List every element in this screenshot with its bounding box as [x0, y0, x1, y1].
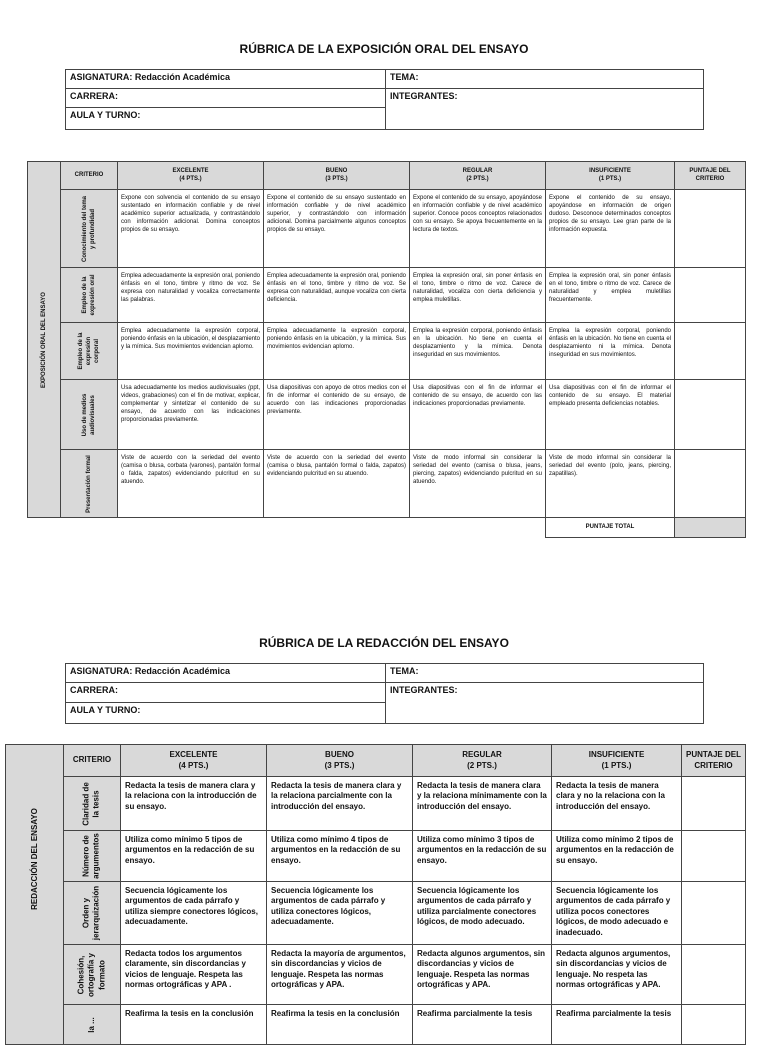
- cell-excelente: Expone con solvencia el contenido de su ensayo sustentado en información confiable y de nivel académico superior actualizada, y contrastándolo con información adicional. Domina conceptos propios de su ensayo.: [118, 190, 264, 268]
- score-cell[interactable]: [675, 268, 746, 323]
- table-row: [6, 945, 746, 1005]
- cell-bueno: Reafirma la tesis en la conclusión: [267, 1005, 413, 1045]
- score-cell[interactable]: [682, 945, 746, 1005]
- rubric2-info-table: [65, 663, 704, 724]
- cell-excelente: Utiliza como mínimo 5 tipos de argumentos en la redacción de su ensayo.: [121, 831, 267, 882]
- cell-insuficiente: Reafirma parcialmente la tesis: [552, 1005, 682, 1045]
- score-cell[interactable]: [682, 882, 746, 945]
- header-criterio: CRITERIO: [64, 745, 121, 777]
- cell-regular: Emplea la expresión oral, sin poner énfasis en el tono, timbre o ritmo de voz. Carece de naturalidad, vocaliza con cierta deficiencia y emplea muletillas.: [410, 268, 546, 323]
- table-row: [6, 777, 746, 831]
- cell-regular: Reafirma parcialmente la tesis: [413, 1005, 552, 1045]
- score-cell[interactable]: [675, 323, 746, 380]
- cell-regular: Expone el contenido de su ensayo, apoyándose en información confiable y de nivel académico superior. Conoce pocos conceptos relacionados con su ensayo. Se apoya frecuentemente en la lectura de textos.: [410, 190, 546, 268]
- cell-insuficiente: Emplea la expresión oral, sin poner énfasis en el tono, timbre o ritmo de voz. Carece de naturalidad y emplea muletillas frecuentemente.: [546, 268, 675, 323]
- cell-insuficiente: Redacta algunos argumentos, sin discordancias y vicios de lenguaje. No respeta las normas ortográficas y APA.: [552, 945, 682, 1005]
- header-excelente: EXCELENTE (4 PTS.): [118, 162, 264, 190]
- criterion-label: Número de argumentos: [64, 831, 121, 882]
- cell-excelente: Redacta todos los argumentos claramente, sin discordancias y vicios de lenguaje. Respeta las normas ortográficas y APA .: [121, 945, 267, 1005]
- cell-bueno: Utiliza como mínimo 4 tipos de argumentos en la redacción de su ensayo.: [267, 831, 413, 882]
- integrantes-field: INTEGRANTES:: [386, 683, 704, 724]
- rubric1-title: RÚBRICA DE LA EXPOSICIÓN ORAL DEL ENSAYO: [239, 42, 529, 56]
- score-cell[interactable]: [675, 450, 746, 518]
- cell-insuficiente: Emplea la expresión corporal, poniendo énfasis en la ubicación. No tiene en cuenta el desplazamiento ni la mímica. Denota inseguridad en sus movimientos.: [546, 323, 675, 380]
- cell-insuficiente: Viste de modo informal sin considerar la seriedad del evento (polo, jeans, piercing, zapatillas).: [546, 450, 675, 518]
- criterion-label: Claridad de la tesis: [64, 777, 121, 831]
- criterion-label: Cohesión, ortografía y formato: [64, 945, 121, 1005]
- cell-insuficiente: Secuencia lógicamente los argumentos de cada párrafo y utiliza pocos conectores lógicos, de modo adecuado e inadecuado.: [552, 882, 682, 945]
- cell-regular: Utiliza como mínimo 3 tipos de argumentos en la redacción de su ensayo.: [413, 831, 552, 882]
- cell-bueno: Expone el contenido de su ensayo sustentado en información confiable y de nivel académico superior, y contrastándolo con información adicional. Domina parcialmente algunos conceptos propios de su ensayo.: [264, 190, 410, 268]
- asignatura-field: ASIGNATURA: Redacción Académica: [66, 70, 386, 89]
- cell-insuficiente: Utiliza como mínimo 2 tipos de argumentos en la redacción de su ensayo.: [552, 831, 682, 882]
- aula-turno-field: AULA Y TURNO:: [66, 703, 386, 724]
- cell-excelente: Viste de acuerdo con la seriedad del evento (camisa o blusa, corbata (varones), pantalón formal o falda, zapatos) evidenciando pulcritud en su atuendo.: [118, 450, 264, 518]
- rubric2-table: [5, 744, 746, 1045]
- cell-insuficiente: Usa diapositivas con el fin de informar el contenido de su ensayo. El material empleado presenta deficiencias notables.: [546, 380, 675, 450]
- puntaje-total-value[interactable]: [675, 518, 746, 538]
- cell-regular: Usa diapositivas con el fin de informar el contenido de su ensayo, de acuerdo con las indicaciones proporcionadas previamente.: [410, 380, 546, 450]
- header-bueno: BUENO (3 PTS.): [267, 745, 413, 777]
- table-row: [28, 380, 746, 450]
- header-bueno: BUENO (3 PTS.): [264, 162, 410, 190]
- criterion-label: Uso de medios audiovisuales: [61, 380, 118, 450]
- cell-insuficiente: Redacta la tesis de manera clara y no la relaciona con la introducción del ensayo.: [552, 777, 682, 831]
- criterion-label: la ...: [64, 1005, 121, 1045]
- criterion-label: Conocimiento del tema y profundidad: [61, 190, 118, 268]
- side-label: EXPOSICIÓN ORAL DEL ENSAYO: [28, 162, 61, 518]
- tema-field: TEMA:: [386, 664, 704, 683]
- cell-excelente: Redacta la tesis de manera clara y la relaciona con la introducción de su ensayo.: [121, 777, 267, 831]
- cell-regular: Viste de modo informal sin considerar la seriedad del evento (camisa o blusa, jeans, piercing, zapatos) evidenciando pulcritud en su atuendo.: [410, 450, 546, 518]
- side-label: REDACCIÓN DEL ENSAYO: [6, 745, 64, 1045]
- criterion-label: Presentación formal: [61, 450, 118, 518]
- cell-regular: Redacta algunos argumentos, sin discordancias y vicios de lenguaje. Respeta las normas ortográficas y APA.: [413, 945, 552, 1005]
- cell-bueno: Usa diapositivas con apoyo de otros medios con el fin de informar el contenido de su ensayo, de acuerdo con las indicaciones proporcionadas previamente.: [264, 380, 410, 450]
- cell-excelente: Emplea adecuadamente la expresión oral, poniendo énfasis en el tono, timbre y ritmo de voz. Se expresa con naturalidad y vocaliza correctamente las palabras.: [118, 268, 264, 323]
- cell-regular: Secuencia lógicamente los argumentos de cada párrafo y utiliza parcialmente conectores lógicos, de modo adecuado.: [413, 882, 552, 945]
- aula-turno-field: AULA Y TURNO:: [66, 108, 386, 130]
- cell-regular: Emplea la expresión corporal, poniendo énfasis en la ubicación. No tiene en cuenta el desplazamiento y la mímica. Denota inseguridad en sus movimientos.: [410, 323, 546, 380]
- table-row: [6, 882, 746, 945]
- header-puntaje: PUNTAJE DEL CRITERIO: [682, 745, 746, 777]
- rubric1-info-table: [65, 69, 704, 130]
- table-row: [28, 268, 746, 323]
- cell-bueno: Emplea adecuadamente la expresión corporal, poniendo énfasis en la ubicación, y la mímica. Sus movimientos evidencian aplomo.: [264, 323, 410, 380]
- header-regular: REGULAR (2 PTS.): [413, 745, 552, 777]
- cell-bueno: Viste de acuerdo con la seriedad del evento (camisa o blusa, pantalón formal o falda, zapatos) evidenciando pulcritud en su atuendo.: [264, 450, 410, 518]
- cell-excelente: Secuencia lógicamente los argumentos de cada párrafo y utiliza siempre conectores lógicos, adecuadamente.: [121, 882, 267, 945]
- rubric2-title: RÚBRICA DE LA REDACCIÓN DEL ENSAYO: [259, 636, 509, 650]
- cell-bueno: Emplea adecuadamente la expresión oral, poniendo énfasis en el tono, timbre y ritmo de voz. Se expresa con naturalidad, aunque vocaliza con cierta deficiencia.: [264, 268, 410, 323]
- table-row: [6, 1005, 746, 1045]
- criterion-label: Empleo de la expresión oral: [61, 268, 118, 323]
- header-insuficiente: INSUFICIENTE (1 PTS.): [552, 745, 682, 777]
- asignatura-field: ASIGNATURA: Redacción Académica: [66, 664, 386, 683]
- cell-excelente: Usa adecuadamente los medios audiovisuales (ppt, videos, grabaciones) con el fin de motivar, explicar, complementar y sintetizar el contenido de su ensayo, de acuerdo con las indicaciones proporcionadas previamente.: [118, 380, 264, 450]
- table-row: [28, 323, 746, 380]
- table-row: [28, 190, 746, 268]
- header-insuficiente: INSUFICIENTE (1 PTS.): [546, 162, 675, 190]
- integrantes-field: INTEGRANTES:: [386, 89, 704, 130]
- score-cell[interactable]: [675, 190, 746, 268]
- header-excelente: EXCELENTE (4 PTS.): [121, 745, 267, 777]
- cell-insuficiente: Expone el contenido de su ensayo, apoyándose en información de origen dudoso. Desconoce determinados conceptos propios de su ensayo. Lee gran parte de la información expuesta.: [546, 190, 675, 268]
- score-cell[interactable]: [682, 1005, 746, 1045]
- header-puntaje: PUNTAJE DEL CRITERIO: [675, 162, 746, 190]
- header-regular: REGULAR (2 PTS.): [410, 162, 546, 190]
- cell-bueno: Secuencia lógicamente los argumentos de cada párrafo y utiliza conectores lógicos, adecuadamente.: [267, 882, 413, 945]
- carrera-field: CARRERA:: [66, 89, 386, 108]
- table-row: [6, 831, 746, 882]
- tema-field: TEMA:: [386, 70, 704, 89]
- header-criterio: CRITERIO: [61, 162, 118, 190]
- cell-regular: Redacta la tesis de manera clara y la relaciona mínimamente con la introducción del ensayo.: [413, 777, 552, 831]
- criterion-label: Orden y jerarquización: [64, 882, 121, 945]
- cell-excelente: Emplea adecuadamente la expresión corporal, poniendo énfasis en la ubicación, el desplazamiento y la mímica. Sus movimientos evidencian aplomo.: [118, 323, 264, 380]
- score-cell[interactable]: [682, 831, 746, 882]
- carrera-field: CARRERA:: [66, 683, 386, 703]
- cell-bueno: Redacta la mayoría de argumentos, sin discordancias y vicios de lenguaje. Respeta las normas ortográficas y APA.: [267, 945, 413, 1005]
- score-cell[interactable]: [682, 777, 746, 831]
- puntaje-total-label: PUNTAJE TOTAL: [546, 518, 675, 538]
- cell-excelente: Reafirma la tesis en la conclusión: [121, 1005, 267, 1045]
- cell-bueno: Redacta la tesis de manera clara y la relaciona parcialmente con la introducción del ensayo.: [267, 777, 413, 831]
- score-cell[interactable]: [675, 380, 746, 450]
- criterion-label: Empleo de la expresión corporal: [61, 323, 118, 380]
- table-row: [28, 450, 746, 518]
- rubric1-table: [27, 161, 746, 538]
